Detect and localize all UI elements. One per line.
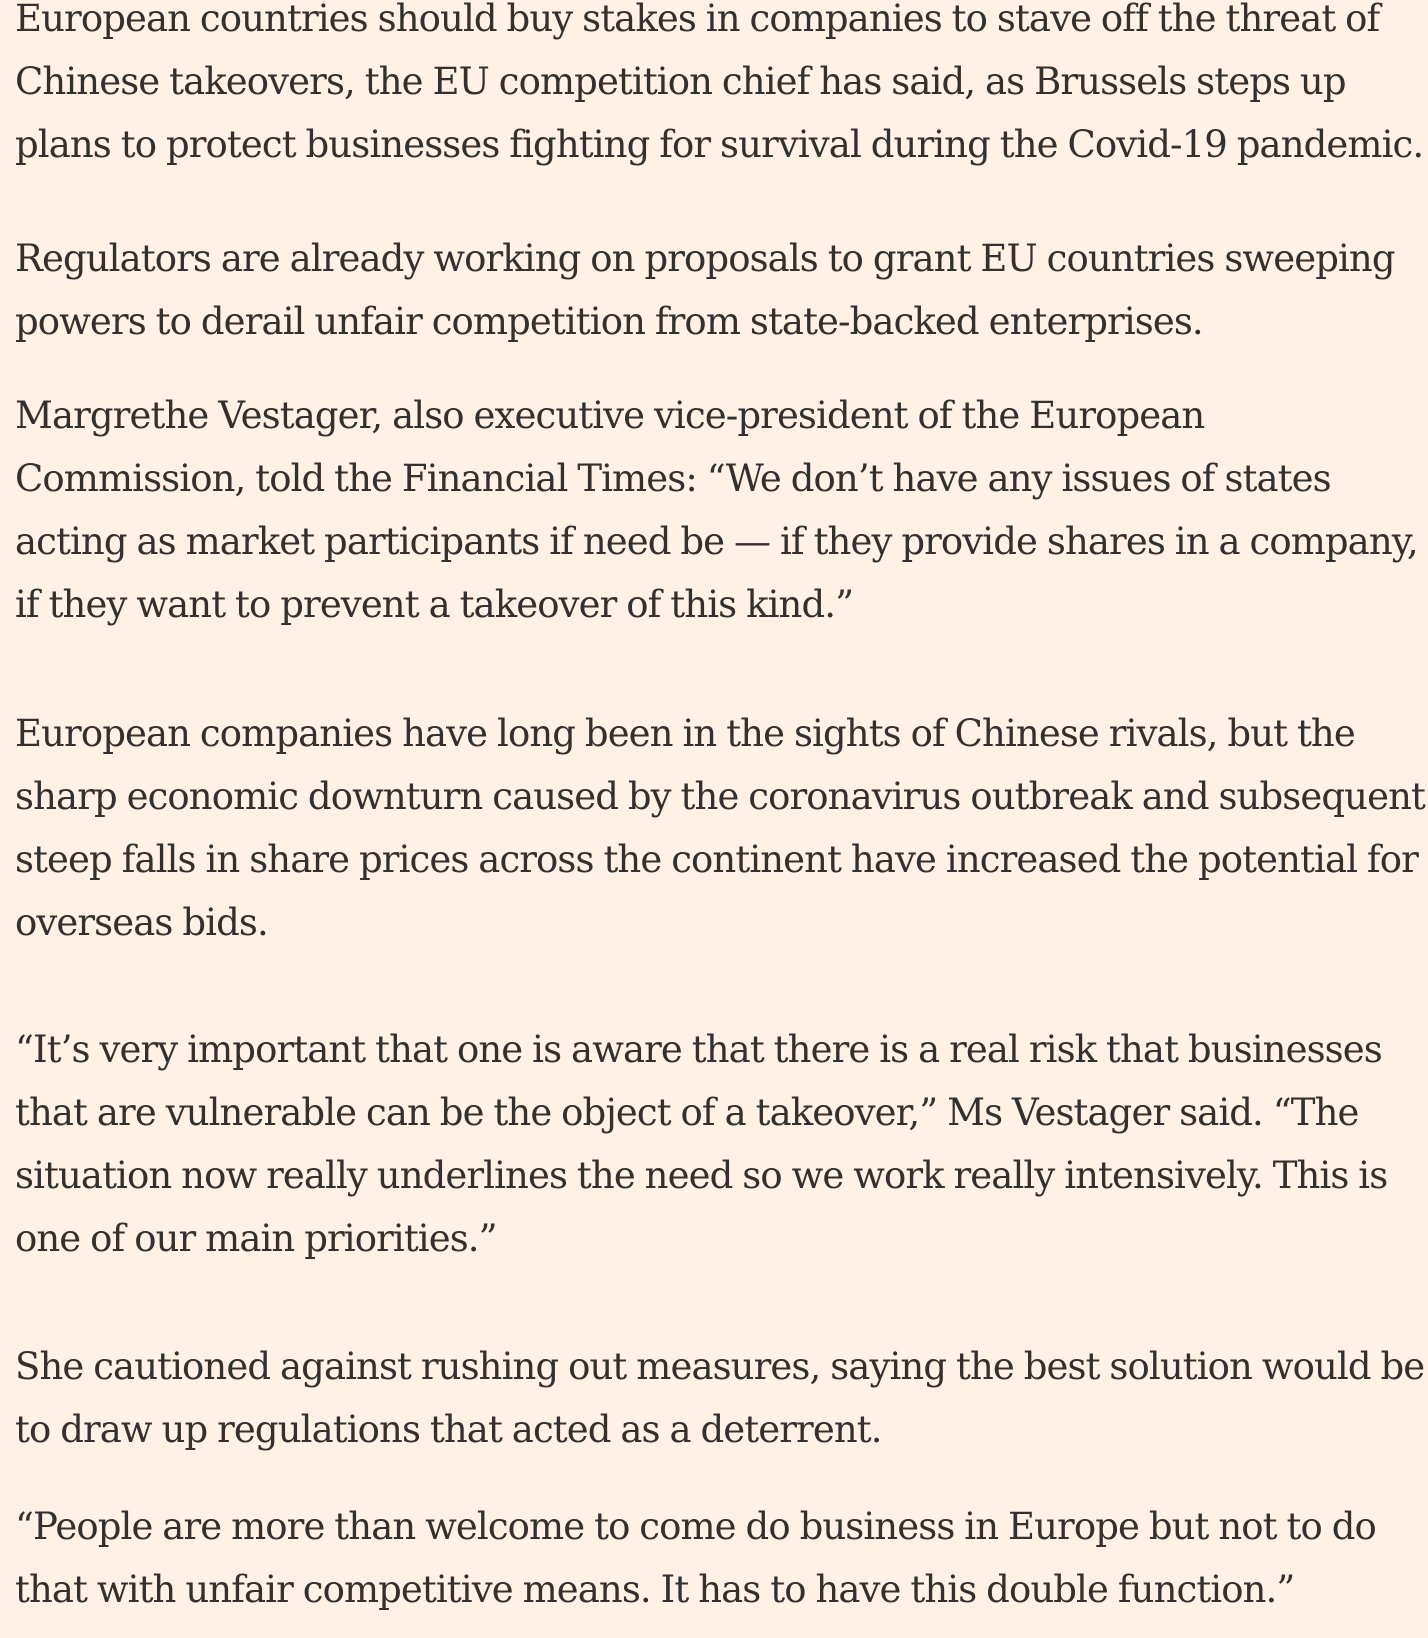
paragraph-line: plans to protect businesses fighting for survival during the Covid-19 pandemic. — [15, 123, 1424, 166]
paragraph-line: European countries should buy stakes in companies to stave off the threat of — [15, 0, 1380, 40]
paragraph-line: one of our main priorities.” — [15, 1217, 497, 1260]
paragraph-line: steep falls in share prices across the continent have increased the potential for — [15, 838, 1418, 881]
paragraph-line: “People are more than welcome to come do business in Europe but not to do — [15, 1505, 1376, 1548]
paragraph-line: overseas bids. — [15, 901, 268, 944]
paragraph-line: powers to derail unfair competition from state-backed enterprises. — [15, 300, 1203, 343]
article-paragraph — [15, 1335, 1425, 1461]
article-paragraph — [15, 0, 1425, 176]
paragraph-line: “It’s very important that one is aware that there is a real risk that businesses — [15, 1028, 1382, 1071]
paragraph-line: that are vulnerable can be the object of a takeover,” Ms Vestager said. “The — [15, 1091, 1359, 1134]
paragraph-line: that with unfair competitive means. It has to have this double function.” — [15, 1568, 1295, 1611]
article-paragraph — [15, 384, 1425, 636]
paragraph-line: situation now really underlines the need so we work really intensively. This is — [15, 1154, 1388, 1197]
paragraph-line: Commission, told the Financial Times: “We don’t have any issues of states — [15, 457, 1331, 500]
article-paragraph — [15, 227, 1425, 353]
paragraph-line: acting as market participants if need be — if they provide shares in a company, — [15, 520, 1418, 563]
article-paragraph — [15, 1018, 1425, 1270]
paragraph-line: Regulators are already working on proposals to grant EU countries sweeping — [15, 237, 1395, 280]
paragraph-line: She cautioned against rushing out measures, saying the best solution would be — [15, 1345, 1425, 1388]
article-paragraph — [15, 1495, 1425, 1621]
paragraph-line: if they want to prevent a takeover of this kind.” — [15, 583, 854, 626]
paragraph-line: sharp economic downturn caused by the coronavirus outbreak and subsequent — [15, 775, 1425, 818]
article-paragraph — [15, 702, 1425, 954]
paragraph-line: Margrethe Vestager, also executive vice-president of the European — [15, 394, 1205, 437]
paragraph-line: European companies have long been in the sights of Chinese rivals, but the — [15, 712, 1355, 755]
paragraph-line: to draw up regulations that acted as a deterrent. — [15, 1408, 882, 1451]
paragraph-line: Chinese takeovers, the EU competition chief has said, as Brussels steps up — [15, 60, 1346, 103]
